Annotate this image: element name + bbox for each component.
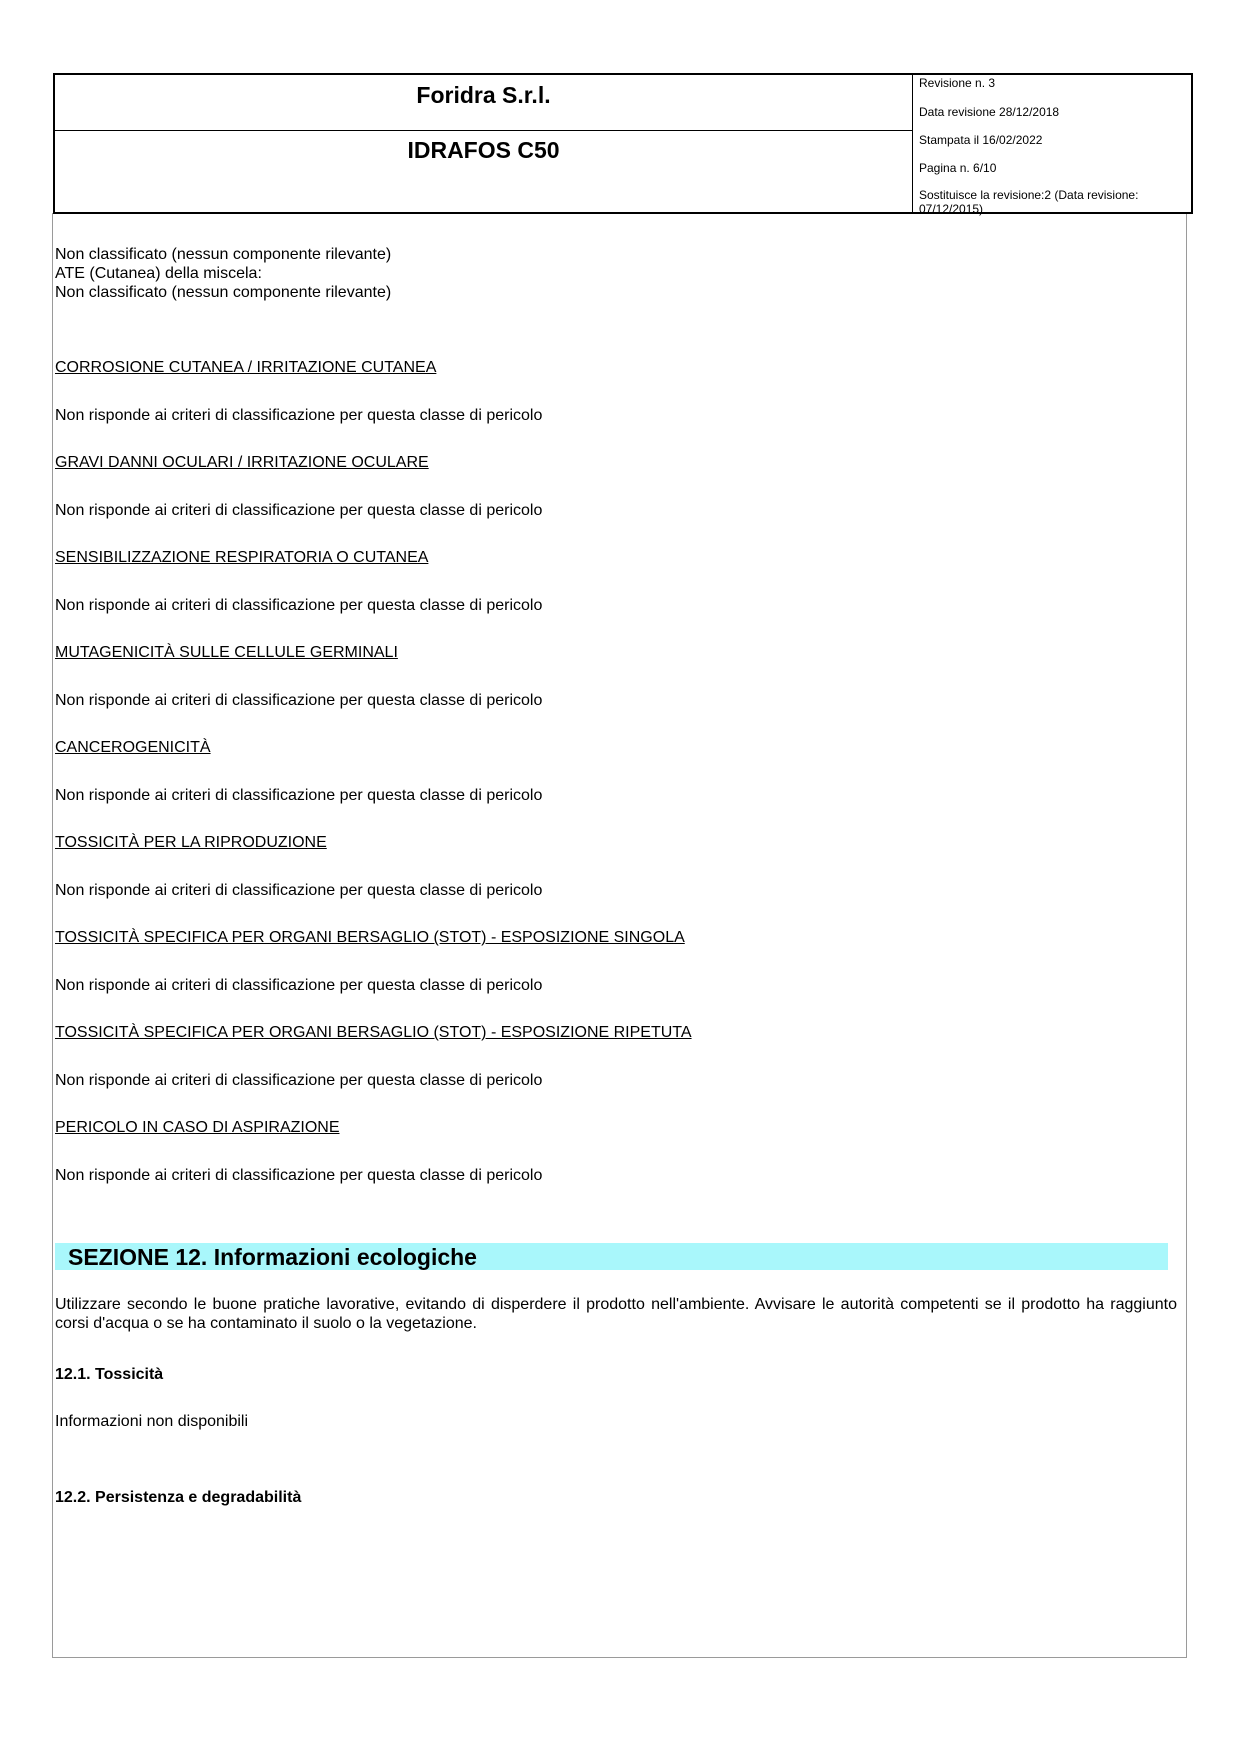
document-header <box>53 73 1193 214</box>
hazard-text: Non risponde ai criteri di classificazione per questa classe di pericolo <box>55 502 543 519</box>
replaces-line-1: Sostituisce la revisione:2 (Data revisione: <box>919 188 1139 202</box>
header-left <box>55 75 913 212</box>
hazard-text: Non risponde ai criteri di classificazione per questa classe di pericolo <box>55 977 543 994</box>
hazard-text: Non risponde ai criteri di classificazione per questa classe di pericolo <box>55 1167 543 1184</box>
revision-number: Revisione n. 3 <box>919 76 996 90</box>
revision-date: Data revisione 28/12/2018 <box>919 105 1060 119</box>
hazard-heading: TOSSICITÀ SPECIFICA PER ORGANI BERSAGLIO (STOT) - ESPOSIZIONE SINGOLA <box>55 929 685 946</box>
intro-line: ATE (Cutanea) della miscela: <box>55 265 262 282</box>
hazard-heading: TOSSICITÀ SPECIFICA PER ORGANI BERSAGLIO (STOT) - ESPOSIZIONE RIPETUTA <box>55 1024 692 1041</box>
hazard-text: Non risponde ai criteri di classificazione per questa classe di pericolo <box>55 1072 543 1089</box>
company-name: Foridra S.r.l. <box>55 75 912 131</box>
hazard-text: Non risponde ai criteri di classificazione per questa classe di pericolo <box>55 692 543 709</box>
hazard-text: Non risponde ai criteri di classificazione per questa classe di pericolo <box>55 787 543 804</box>
intro-line: Non classificato (nessun componente rilevante) <box>55 246 392 263</box>
print-date: Stampata il 16/02/2022 <box>919 133 1043 147</box>
hazard-text: Non risponde ai criteri di classificazione per questa classe di pericolo <box>55 882 543 899</box>
subsection-12-1-title: 12.1. Tossicità <box>55 1366 164 1383</box>
subsection-12-2-title: 12.2. Persistenza e degradabilità <box>55 1489 302 1506</box>
section-12-intro: Utilizzare secondo le buone pratiche lavorative, evitando di disperdere il prodotto nell'ambiente. Avvisare le autorità competenti se il prodotto ha raggiunto corsi d'acqua o se ha contaminato il suolo o la vegetazione. <box>55 1296 1177 1332</box>
hazard-heading: PERICOLO IN CASO DI ASPIRAZIONE <box>55 1119 340 1136</box>
page-number: Pagina n. 6/10 <box>919 161 997 175</box>
replaces-line-2: 07/12/2015) <box>919 202 984 216</box>
subsection-12-1-text: Informazioni non disponibili <box>55 1413 248 1430</box>
product-name: IDRAFOS C50 <box>407 137 560 163</box>
section-12-title: SEZIONE 12. Informazioni ecologiche <box>68 1244 477 1270</box>
hazard-text: Non risponde ai criteri di classificazione per questa classe di pericolo <box>55 597 543 614</box>
hazard-text: Non risponde ai criteri di classificazione per questa classe di pericolo <box>55 407 543 424</box>
hazard-heading: SENSIBILIZZAZIONE RESPIRATORIA O CUTANEA <box>55 549 429 566</box>
hazard-heading: GRAVI DANNI OCULARI / IRRITAZIONE OCULARE <box>55 454 429 471</box>
hazard-heading: CANCEROGENICITÀ <box>55 739 211 756</box>
header-meta <box>915 75 1191 216</box>
replaces-revision <box>919 188 1159 216</box>
hazard-heading: MUTAGENICITÀ SULLE CELLULE GERMINALI <box>55 644 398 661</box>
hazard-heading: CORROSIONE CUTANEA / IRRITAZIONE CUTANEA <box>55 359 437 376</box>
intro-line: Non classificato (nessun componente rilevante) <box>55 284 392 301</box>
hazard-heading: TOSSICITÀ PER LA RIPRODUZIONE <box>55 834 327 851</box>
